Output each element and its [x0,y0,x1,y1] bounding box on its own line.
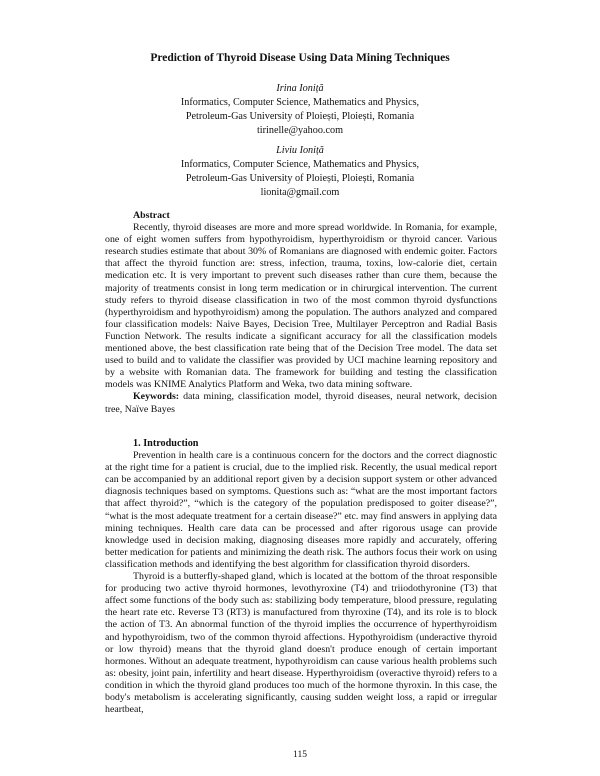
author-2-affiliation-line1: Informatics, Computer Science, Mathematics and Physics, [180,159,420,170]
introduction-paragraph-1: Prevention in health care is a continuous concern for the doctors and the correct diagnostic at the right time for a patient is crucial, due to the implied risk. Recently, the usual medical report can be accompanied by an additional report given by a decision support system or other advanced diagnosis techniques based on symptoms. Questions such as: “what are the most important factors that affect thyroid?”, “which is the category of the population predisposed to goiter disease?”, “what is the most adequate treatment for a certain disease?” etc. may find answers in applying data mining techniques. Health care data can be processed and after rigorous usage can provide knowledge used in decision making, diagnosing diseases more rapidly and accurately, offering better medication for patients and minimizing the death risk. The authors focus their work on using classification methods and identifying the best algorithm for classification thyroid disorders. [105,450,497,570]
author-2-block [0,144,600,200]
abstract-text: Recently, thyroid diseases are more and more spread worldwide. In Romania, for example, one of eight women suffers from hypothyroidism, hyperthyroidism or thyroid cancer. Various research studies estimate that about 30% of Romanians are diagnosed with endemic goiter. Factors that affect the thyroid function are: stress, infection, trauma, toxins, low-calorie diet, certain medication etc. It is very important to prevent such diseases rather than cure them, because the majority of treatments consist in long term medication or in chirurgical intervention. The current study refers to thyroid disease classification in two of the most common thyroid dysfunctions (hyperthyroidism and hypothyroidism) among the population. The authors analyzed and compared four classification models: Naive Bayes, Decision Tree, Multilayer Perceptron and Radial Basis Function Network. The results indicate a significant accuracy for all the classification models mentioned above, the best classification rate being that of the Decision Tree model. The data set used to build and to validate the classifier was provided by UCI machine learning repository and by a website with Romanian data. The framework for building and testing the classification models was KNIME Analytics Platform and Weka, two data mining software. [105,222,497,391]
page-number: 115 [293,750,307,760]
author-1-affiliation-line1: Informatics, Computer Science, Mathematics and Physics, [180,97,420,108]
abstract-section [105,210,497,416]
author-1-block [0,82,600,138]
author-2-email: lionita@gmail.com [260,187,340,198]
introduction-heading: 1. Introduction [133,438,199,449]
abstract-heading: Abstract [133,210,170,221]
keywords-label: Keywords: [133,391,180,403]
introduction-paragraph-2: Thyroid is a butterfly-shaped gland, which is located at the bottom of the throat responsible for producing two active thyroid hormones, levothyroxine (T4) and triiodothyronine (T3) that affect some functions of the body such as: stabilizing body temperature, blood pressure, regulating the heart rate etc. Reverse T3 (RT3) is manufactured from thyroxine (T4), and its role is to block the action of T3. An abnormal function of the thyroid implies the occurrence of hyperthyroidism and hypothyroidism, two of the common thyroid affections. Hypothyroidism (underactive thyroid or low thyroid) means that the thyroid gland doesn't produce enough of certain important hormones. Without an adequate treatment, hypothyroidism can cause various health problems such as: obesity, joint pain, infertility and heart disease. Hyperthyroidism (overactive thyroid) refers to a condition in which the thyroid gland produces too much of the hormone thyroxin. In this case, the body's metabolism is accelerating significantly, causing sudden weight loss, a rapid or irregular heartbeat, [105,571,497,716]
author-2-name: Liviu Ioniță [276,145,324,156]
introduction-section [105,438,497,716]
author-1-affiliation-line2: Petroleum-Gas University of Ploiești, Ploiești, Romania [185,111,415,122]
keywords-text: data mining, classification model, thyroid diseases, neural network, decision tree, Naïve Bayes [105,391,497,415]
keywords-line [105,391,497,415]
author-1-name: Irina Ioniță [276,83,324,94]
author-1-email: tirinelle@yahoo.com [256,125,344,136]
author-2-affiliation-line2: Petroleum-Gas University of Ploiești, Ploiești, Romania [185,173,415,184]
paper-title: Prediction of Thyroid Disease Using Data Mining Techniques [150,52,450,64]
